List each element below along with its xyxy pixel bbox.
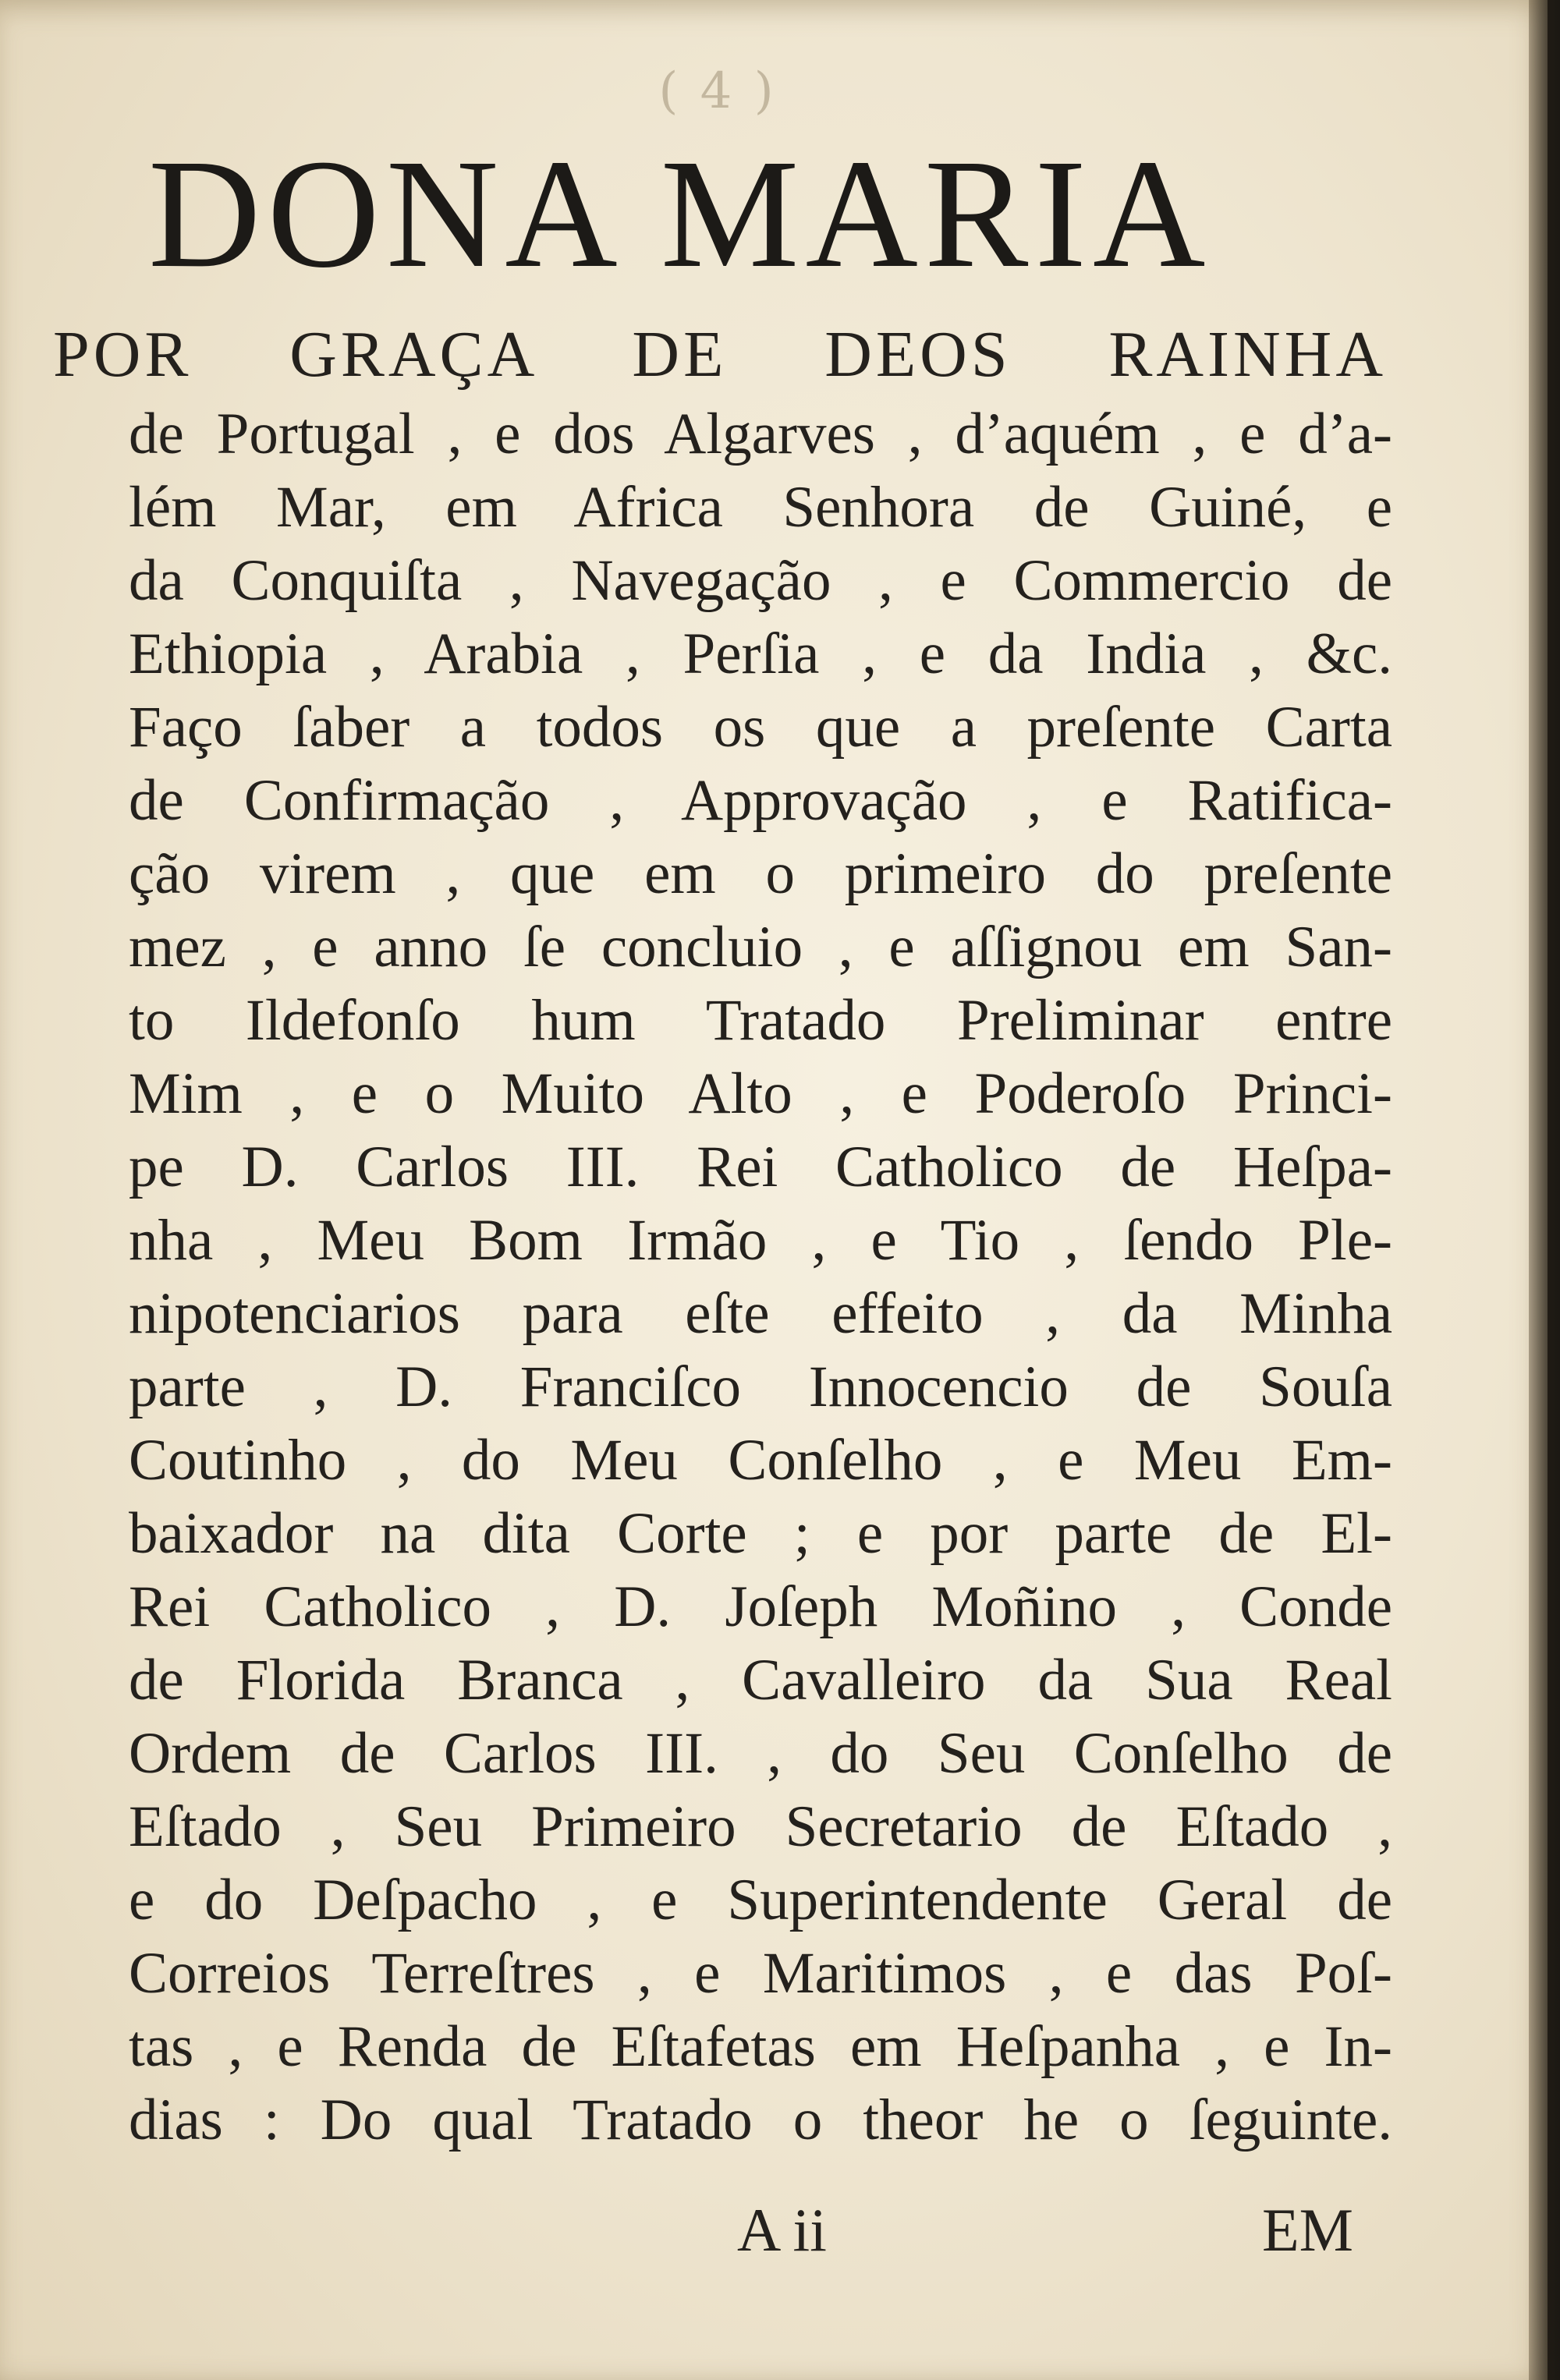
text-line: parte , D. Franciſco Innocencio de Souſa: [129, 1355, 1392, 1419]
text-line: Coutinho , do Meu Conſelho , e Meu Em-: [129, 1428, 1392, 1493]
signature-mark: A ii: [737, 2196, 827, 2264]
text-line: nipotenciarios para eſte effeito , da Minha: [129, 1281, 1392, 1346]
text-line: baixador na dita Corte ; e por parte de El-: [129, 1501, 1392, 1566]
page-number: ( 4 ): [658, 62, 777, 120]
text-line: Ethiopia , Arabia , Perſia , e da India , &c.: [129, 622, 1392, 686]
text-line: de Confirmação , Approvação , e Ratifica-: [129, 768, 1392, 833]
text-line: mez , e anno ſe concluio , e aſſignou em San-: [129, 915, 1392, 979]
text-line: e do Deſpacho , e Superintendente Geral de: [129, 1868, 1392, 1932]
body-text: [129, 398, 1392, 2157]
text-line: tas , e Renda de Eſtafetas em Heſpanha , e In-: [129, 2014, 1392, 2079]
text-line: nha , Meu Bom Irmão , e Tio , ſendo Ple-: [129, 1208, 1392, 1273]
text-line: dias : Do qual Tratado o theor he o ſeguinte.: [129, 2088, 1392, 2152]
text-line: Mim , e o Muito Alto , e Poderoſo Princi-: [129, 1061, 1392, 1126]
text-line: lém Mar, em Africa Senhora de Guiné, e: [129, 475, 1392, 540]
page-edge-shadow: [1529, 0, 1560, 2380]
page-footer: [129, 2191, 1392, 2269]
text-line: Ordem de Carlos III. , do Seu Conſelho de: [129, 1721, 1392, 1786]
text-line: da Conquiſta , Navegação , e Commercio de: [129, 548, 1392, 613]
text-line: de Florida Branca , Cavalleiro da Sua Real: [129, 1648, 1392, 1712]
text-line: Correios Terreſtres , e Maritimos , e das Poſ-: [129, 1941, 1392, 2006]
page-title: DONA MARIA: [148, 128, 1212, 300]
text-line: Faço ſaber a todos os que a preſente Carta: [129, 695, 1392, 760]
text-line: Eſtado , Seu Primeiro Secretario de Eſtado ,: [129, 1794, 1392, 1859]
text-line: to Ildefonſo hum Tratado Preliminar entre: [129, 988, 1392, 1053]
text-line: pe D. Carlos III. Rei Catholico de Heſpa-: [129, 1135, 1392, 1199]
text-line: Rei Catholico , D. Joſeph Moñino , Conde: [129, 1574, 1392, 1639]
text-line: de Portugal , e dos Algarves , d’aquém , e d’a-: [129, 402, 1392, 466]
catchword: EM: [1262, 2196, 1353, 2264]
text-line: ção virem , que em o primeiro do preſente: [129, 841, 1392, 906]
page-subtitle: POR GRAÇA DE DEOS RAINHA: [53, 318, 1387, 391]
